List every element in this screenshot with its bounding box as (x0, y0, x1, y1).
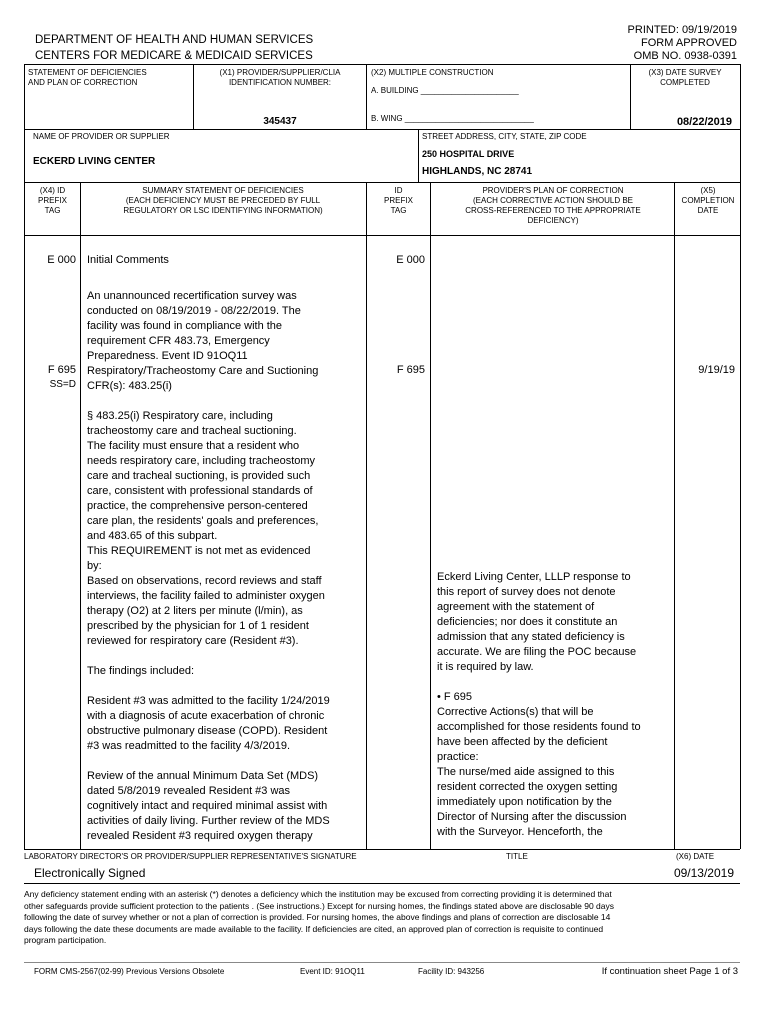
tag-e000: E 000 (47, 254, 76, 266)
printed-date: PRINTED: 09/19/2019 (627, 24, 737, 36)
summary-header: SUMMARY STATEMENT OF DEFICIENCIES (EACH DEFICIENCY MUST BE PRECEDED BY FULL REGULATORY OR LSC IDENTIFYING INFORMATION) (123, 186, 323, 215)
x1-label: (X1) PROVIDER/SUPPLIER/CLIA IDENTIFICATION NUMBER: (219, 68, 341, 87)
x4-header: (X4) ID PREFIX TAG (38, 186, 67, 215)
plan-header: PROVIDER'S PLAN OF CORRECTION (EACH CORRECTIVE ACTION SHOULD BE CROSS-REFERENCED TO THE APPROPRIATE DEFICIENCY) (465, 186, 641, 225)
id-prefix-header: ID PREFIX TAG (384, 186, 413, 215)
tag-f695: F 695 (47, 364, 76, 376)
survey-date: 08/22/2019 (676, 116, 732, 128)
provider-id-number: 345437 (263, 116, 297, 127)
scope-severity: SS=D (49, 379, 76, 390)
page-indicator: If continuation sheet Page 1 of 3 (601, 966, 738, 977)
disclaimer-text: Any deficiency statement ending with an asterisk (*) denotes a deficiency which the institution may be excused from correcting providing it is determined that other safeguards provide sufficient protection to the patients . (See instructions.) Except for nursing homes, the findings stated above are disclosable 90 days following the date of survey whether or not a plan of correction is provided. For nursing homes, the above findings and plans of correction are disclosable 14 days following the date these documents are made available to the facility. If deficiencies are cited, an approved plan of correction is requisite to continued program participation. (24, 889, 614, 945)
wing-field: B. WING _____________________________ (371, 114, 534, 123)
form-approved: FORM APPROVED (641, 37, 737, 49)
omb-number: OMB NO. 0938-0391 (633, 50, 737, 62)
event-id: Event ID: 91OQ11 (300, 967, 365, 976)
department-name: DEPARTMENT OF HEALTH AND HUMAN SERVICES (35, 34, 314, 46)
x2-label: (X2) MULTIPLE CONSTRUCTION (371, 68, 494, 77)
signature-value: Electronically Signed (34, 866, 146, 880)
signature-date: 09/13/2019 (673, 866, 734, 880)
x3-label: (X3) DATE SURVEY COMPLETED (648, 68, 722, 87)
building-field: A. BUILDING ______________________ (371, 86, 519, 95)
provider-name: ECKERD LIVING CENTER (33, 156, 156, 167)
provider-name-label: NAME OF PROVIDER OR SUPPLIER (33, 132, 170, 141)
signature-label: LABORATORY DIRECTOR'S OR PROVIDER/SUPPLIER REPRESENTATIVE'S SIGNATURE (24, 852, 357, 861)
x5-header: (X5) COMPLETION DATE (681, 186, 735, 215)
agency-name: CENTERS FOR MEDICARE & MEDICAID SERVICES (35, 50, 313, 62)
id-e000: E 000 (396, 254, 425, 266)
x6-date-label: (X6) DATE (676, 852, 715, 861)
address-street: 250 HOSPITAL DRIVE (422, 149, 515, 159)
statement-label: STATEMENT OF DEFICIENCIES AND PLAN OF CORRECTION (28, 68, 147, 87)
facility-id: Facility ID: 943256 (418, 967, 485, 976)
address-label: STREET ADDRESS, CITY, STATE, ZIP CODE (422, 132, 587, 141)
form-number: FORM CMS-2567(02-99) Previous Versions Obsolete (34, 967, 225, 976)
title-label: TITLE (506, 852, 528, 861)
plan-of-correction-text: Eckerd Living Center, LLLP response to this report of survey does not denote agreement with the statement of deficiencies; nor does it constitute an admission that any stated deficiency is accurate. We are filing the POC because it is required by law. • F 695 Corrective Actions(s) that will be accomplished for those residents found to have been affected by the deficient practice: The nurse/med aide assigned to this resident corrected the oxygen setting immediately upon notification by the Director of Nursing after the discussion with the Surveyor. Henceforth, the (437, 571, 641, 838)
id-f695: F 695 (396, 364, 425, 376)
completion-date: 9/19/19 (698, 364, 735, 376)
initial-comments-title: Initial Comments (87, 254, 169, 266)
address-city: HIGHLANDS, NC 28741 (422, 166, 533, 177)
summary-statement-text: An unannounced recertification survey was conducted on 08/19/2019 - 08/22/2019. The facility was found in compliance with the requirement CFR 483.73, Emergency Preparedness. Event ID 91OQ11 Respiratory/Tracheostomy Care and Suctioning CFR(s): 483.25(i) § 483.25(i) Respiratory care, including tracheostomy care and tracheal suctioning. The facility must ensure that a resident who needs respiratory care, including tracheostomy care and tracheal suctioning, is provided such care, consistent with professional standards of practice, the comprehensive person-centered care plan, the residents' goals and preferences, and 483.65 of this subpart. This REQUIREMENT is not met as evidenced by: Based on observations, record reviews and staff interviews, the facility failed to administer oxygen therapy (O2) at 2 liters per minute (l/min), as prescribed by the physician for 1 of 1 resident reviewed for respiratory care (Resident #3). The findings included: Resident #3 was admitted to the facility 1/24/2019 with a diagnosis of acute exacerbation of chronic obstructive pulmonary disease (COPD). Resident #3 was readmitted to the facility 4/3/2019. Review of the annual Minimum Data Set (MDS) dated 5/8/2019 revealed Resident #3 was cognitively intact and required minimal assist with activities of daily living. Further review of the MDS revealed Resident #3 required oxygen therapy (87, 290, 330, 842)
